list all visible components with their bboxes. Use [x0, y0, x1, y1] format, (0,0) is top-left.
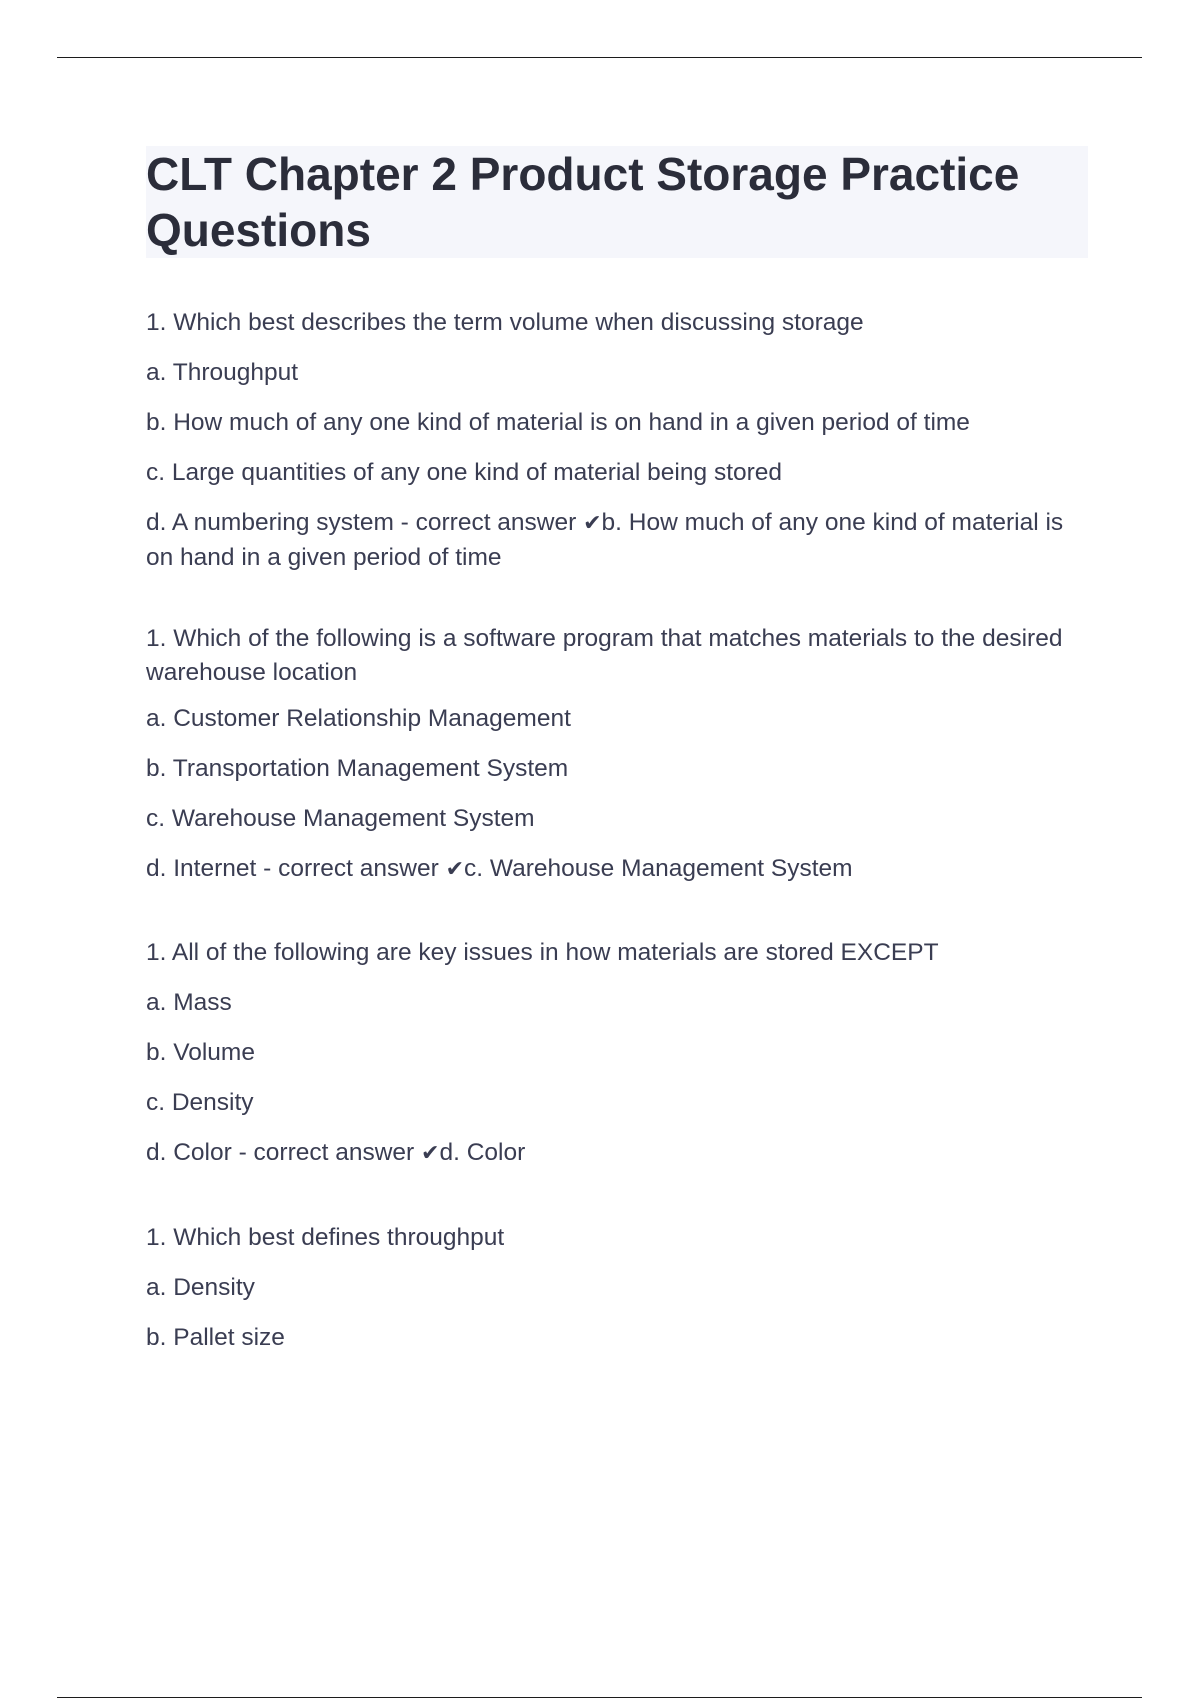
- option-c: c. Warehouse Management System: [146, 805, 535, 832]
- option-b: b. Transportation Management System: [146, 755, 569, 782]
- checkmark-icon: ✔: [421, 1141, 440, 1166]
- checkmark-icon: ✔: [583, 511, 602, 536]
- document-body: [146, 146, 1088, 1371]
- option-d-with-answer: [146, 852, 1088, 887]
- correct-answer: d. Color: [439, 1139, 526, 1166]
- option-b: b. Pallet size: [146, 1324, 285, 1351]
- bottom-rule: [57, 1697, 1142, 1698]
- option-b: b. Volume: [146, 1039, 255, 1066]
- option-a: a. Customer Relationship Management: [146, 705, 571, 732]
- correct-answer: b. How much of any one kind of material is on hand in a given period of time: [146, 509, 1064, 571]
- option-a: a. Density: [146, 1274, 255, 1301]
- top-rule: [57, 57, 1142, 58]
- page-title: CLT Chapter 2 Product Storage Practice Questions: [146, 146, 1088, 258]
- option-a: a. Throughput: [146, 359, 299, 386]
- option-d: d. A numbering system - correct answer: [146, 509, 584, 536]
- option-c: c. Density: [146, 1089, 254, 1116]
- question-block-4: [146, 1221, 1088, 1355]
- checkmark-icon: ✔: [445, 857, 465, 882]
- question-block-1: [146, 306, 1088, 575]
- question-text: 1. All of the following are key issues in how materials are stored EXCEPT: [146, 939, 939, 966]
- option-d: d. Internet - correct answer: [146, 855, 446, 882]
- question-text: 1. Which best describes the term volume when discussing storage: [146, 309, 864, 336]
- question-block-2: [146, 622, 1088, 887]
- option-a: a. Mass: [146, 989, 232, 1016]
- option-c: c. Large quantities of any one kind of material being stored: [146, 459, 783, 486]
- option-d-with-answer: [146, 506, 1088, 575]
- option-d-with-answer: [146, 1136, 1088, 1171]
- question-text: 1. Which best defines throughput: [146, 1224, 505, 1251]
- option-b: b. How much of any one kind of material is on hand in a given period of time: [146, 409, 970, 436]
- question-block-3: [146, 936, 1088, 1171]
- correct-answer: c. Warehouse Management System: [464, 855, 853, 882]
- question-text: 1. Which of the following is a software program that matches materials to the desired warehouse location: [146, 625, 1063, 686]
- option-d: d. Color - correct answer: [146, 1139, 422, 1166]
